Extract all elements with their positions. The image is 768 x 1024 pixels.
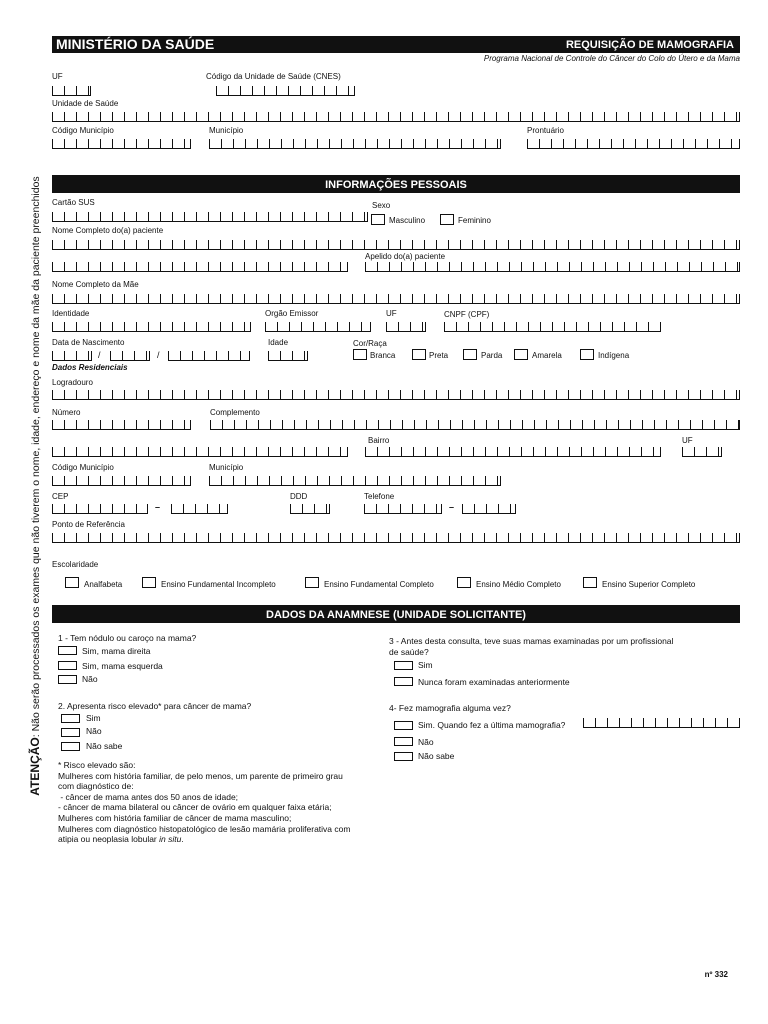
- risk-note-line-5: - câncer de mama bilateral ou câncer de ovário em qualquer faixa etária;: [58, 802, 332, 813]
- q4-text: 4- Fez mamografia alguma vez?: [389, 703, 511, 713]
- edu-fund-incompleto-label: Ensino Fundamental Incompleto: [161, 580, 276, 589]
- uf-field[interactable]: [52, 86, 91, 96]
- cor-raca-label: Cor/Raça: [353, 339, 387, 348]
- personal-section-title: INFORMAÇÕES PESSOAIS: [325, 179, 467, 191]
- risk-note-line-1: * Risco elevado são:: [58, 760, 136, 770]
- bairro-label: Bairro: [368, 436, 390, 445]
- apelido-field[interactable]: [365, 262, 740, 272]
- anamnese-section-bar: [52, 605, 740, 623]
- dados-residenciais-label: Dados Residenciais: [52, 363, 128, 372]
- identidade-field[interactable]: [52, 322, 251, 332]
- telefone-field-2[interactable]: [462, 504, 516, 514]
- ponto-referencia-field[interactable]: [52, 533, 740, 543]
- cartao-sus-field[interactable]: [52, 212, 368, 222]
- q3-option-2-checkbox[interactable]: [394, 677, 413, 686]
- side-warning: [28, 96, 42, 876]
- bairro-linha-field[interactable]: [52, 447, 348, 457]
- q2-text: 2. Apresenta risco elevado* para câncer de mama?: [58, 701, 252, 711]
- apelido-label: Apelido do(a) paciente: [365, 252, 446, 261]
- race-parda-label: Parda: [481, 351, 503, 360]
- edu-superior-checkbox[interactable]: [583, 577, 597, 588]
- complemento-label: Complemento: [210, 408, 260, 417]
- nascimento-dia-field[interactable]: [52, 351, 92, 361]
- edu-fund-completo-checkbox[interactable]: [305, 577, 319, 588]
- edu-analfabeta-label: Analfabeta: [84, 580, 123, 589]
- page-number: nº 332: [704, 970, 728, 979]
- identidade-label: Identidade: [52, 309, 90, 318]
- risk-note-line-3: com diagnóstico de:: [58, 781, 134, 792]
- municipio-field[interactable]: [209, 139, 501, 149]
- numero-label: Número: [52, 408, 81, 417]
- unidade-label: Unidade de Saúde: [52, 99, 119, 108]
- edu-analfabeta-checkbox[interactable]: [65, 577, 79, 588]
- complemento-field[interactable]: [210, 420, 740, 430]
- race-amarela-checkbox[interactable]: [514, 349, 528, 360]
- escolaridade-label: Escolaridade: [52, 560, 99, 569]
- risk-note-line-6: Mulheres com história familiar de câncer de mama masculino;: [58, 812, 292, 823]
- feminino-checkbox[interactable]: [440, 214, 454, 225]
- side-warning-text: : Não serão processados os exames que não tiverem o nome, idade, endereço e nome da mãe da paciente preenchidos: [30, 176, 42, 738]
- q4-option-3-checkbox[interactable]: [394, 752, 413, 761]
- telefone-dash: –: [449, 502, 455, 512]
- bairro-field[interactable]: [365, 447, 661, 457]
- cod-municipio-res-field[interactable]: [52, 476, 191, 486]
- q1-option-3-label: Não: [82, 674, 98, 684]
- unidade-field[interactable]: [52, 112, 740, 122]
- race-preta-checkbox[interactable]: [412, 349, 426, 360]
- q2-option-2-checkbox[interactable]: [61, 728, 80, 737]
- nome-mae-label: Nome Completo da Mãe: [52, 280, 139, 289]
- municipio-label: Município: [209, 126, 244, 135]
- uf-label: UF: [52, 72, 63, 81]
- nome-completo-field[interactable]: [52, 240, 740, 250]
- risk-note-line-8: atipia ou neoplasia lobular: [58, 834, 160, 845]
- cep-field-1[interactable]: [52, 504, 148, 514]
- edu-medio-label: Ensino Médio Completo: [476, 580, 561, 589]
- uf-residencial-label: UF: [682, 436, 693, 445]
- q2-option-3-label: Não sabe: [86, 741, 123, 751]
- q1-option-2-label: Sim, mama esquerda: [82, 661, 163, 671]
- cod-municipio-field[interactable]: [52, 139, 191, 149]
- orgao-emissor-label: Orgão Emissor: [265, 309, 319, 318]
- q1-option-3-checkbox[interactable]: [58, 675, 77, 684]
- risk-note-line-2: Mulheres com história familiar, de pelo menos, um parente de primeiro grau: [58, 770, 343, 781]
- race-branca-label: Branca: [370, 351, 396, 360]
- q4-year-field[interactable]: [583, 718, 740, 728]
- uf-pessoal-field[interactable]: [386, 322, 426, 332]
- q2-option-1-checkbox[interactable]: [61, 714, 80, 723]
- nascimento-ano-field[interactable]: [168, 351, 250, 361]
- q1-option-1-checkbox[interactable]: [58, 646, 77, 655]
- cod-municipio-label: Código Município: [52, 126, 114, 135]
- race-branca-checkbox[interactable]: [353, 349, 367, 360]
- q3-text-line-1: 3 - Antes desta consulta, teve suas mamas examinadas por um profissional: [389, 636, 674, 646]
- telefone-label: Telefone: [364, 492, 395, 501]
- race-amarela-label: Amarela: [532, 351, 562, 360]
- edu-fund-completo-label: Ensino Fundamental Completo: [324, 580, 434, 589]
- risk-note: [58, 760, 388, 845]
- ministry-title: MINISTÉRIO DA SAÚDE: [56, 36, 215, 52]
- risk-note-line-8-wrap: [58, 834, 388, 845]
- risk-note-end: .: [181, 834, 184, 845]
- sexo-label: Sexo: [372, 201, 391, 210]
- race-indigena-checkbox[interactable]: [580, 349, 594, 360]
- cnpf-field[interactable]: [444, 322, 661, 332]
- uf-residencial-field[interactable]: [682, 447, 722, 457]
- nome-linha2-field[interactable]: [52, 262, 348, 272]
- q4-option-1-checkbox[interactable]: [394, 721, 413, 730]
- header-bar: [52, 36, 740, 53]
- cartao-sus-label: Cartão SUS: [52, 198, 95, 207]
- orgao-emissor-field[interactable]: [265, 322, 371, 332]
- cep-field-2[interactable]: [171, 504, 228, 514]
- municipio-res-label: Município: [209, 463, 244, 472]
- cod-municipio-res-label: Código Município: [52, 463, 114, 472]
- nome-mae-field[interactable]: [52, 294, 740, 304]
- q2-option-2-label: Não: [86, 726, 102, 736]
- nome-completo-label: Nome Completo do(a) paciente: [52, 226, 164, 235]
- q3-option-2-label: Nunca foram examinadas anteriormente: [418, 677, 570, 687]
- telefone-field-1[interactable]: [364, 504, 442, 514]
- edu-superior-label: Ensino Superior Completo: [602, 580, 696, 589]
- ddd-field[interactable]: [290, 504, 330, 514]
- masculino-label: Masculino: [389, 216, 426, 225]
- q4-option-1-label: Sim. Quando fez a última mamografia?: [418, 720, 566, 730]
- feminino-label: Feminino: [458, 216, 491, 225]
- program-name: Programa Nacional de Controle do Câncer do Colo do Útero e da Mama: [483, 54, 740, 63]
- q1-option-1-label: Sim, mama direita: [82, 646, 151, 656]
- edu-fund-incompleto-checkbox[interactable]: [142, 577, 156, 588]
- numero-field[interactable]: [52, 420, 191, 430]
- race-indigena-label: Indígena: [598, 351, 630, 360]
- race-preta-label: Preta: [429, 351, 449, 360]
- form-title: REQUISIÇÃO DE MAMOGRAFIA: [565, 39, 734, 51]
- q3-option-1-checkbox[interactable]: [394, 661, 413, 670]
- risk-note-line-7: Mulheres com diagnóstico histopatológico de lesão mamária proliferativa com: [58, 823, 351, 834]
- municipio-res-field[interactable]: [209, 476, 501, 486]
- cnes-label: Código da Unidade de Saúde (CNES): [206, 72, 341, 81]
- ponto-referencia-label: Ponto de Referência: [52, 520, 125, 529]
- anamnese-section-title: DADOS DA ANAMNESE (UNIDADE SOLICITANTE): [266, 609, 526, 621]
- personal-section-bar: [52, 175, 740, 193]
- prontuario-label: Prontuário: [527, 126, 564, 135]
- q1-text: 1 - Tem nódulo ou caroço na mama?: [58, 633, 197, 643]
- side-warning-strong: ATENÇÃO: [28, 737, 42, 796]
- masculino-checkbox[interactable]: [371, 214, 385, 225]
- date-sep-2: /: [157, 350, 160, 360]
- cnpf-label: CNPF (CPF): [444, 310, 490, 319]
- risk-note-italic: in situ: [159, 834, 182, 845]
- q2-option-3-checkbox[interactable]: [61, 742, 80, 751]
- q4-option-2-checkbox[interactable]: [394, 737, 413, 746]
- q3-option-1-label: Sim: [418, 660, 433, 670]
- cep-dash: –: [155, 502, 161, 512]
- risk-note-line-4: - câncer de mama antes dos 50 anos de idade;: [58, 791, 239, 802]
- q1-option-2-checkbox[interactable]: [58, 661, 77, 670]
- logradouro-label: Logradouro: [52, 378, 93, 387]
- q4-option-2-label: Não: [418, 737, 434, 747]
- cnes-field[interactable]: [216, 86, 355, 96]
- date-sep-1: /: [98, 350, 101, 360]
- idade-label: Idade: [268, 338, 289, 347]
- cep-label: CEP: [52, 492, 69, 501]
- ddd-label: DDD: [290, 492, 308, 501]
- q4-option-3-label: Não sabe: [418, 751, 455, 761]
- q3-text-line-2: de saúde?: [389, 647, 429, 657]
- idade-field[interactable]: [268, 351, 308, 361]
- logradouro-field[interactable]: [52, 390, 740, 400]
- prontuario-field[interactable]: [527, 139, 740, 149]
- data-nascimento-label: Data de Nascimento: [52, 338, 125, 347]
- race-parda-checkbox[interactable]: [463, 349, 477, 360]
- uf-pessoal-label: UF: [386, 309, 397, 318]
- q2-option-1-label: Sim: [86, 713, 101, 723]
- nascimento-mes-field[interactable]: [110, 351, 150, 361]
- edu-medio-checkbox[interactable]: [457, 577, 471, 588]
